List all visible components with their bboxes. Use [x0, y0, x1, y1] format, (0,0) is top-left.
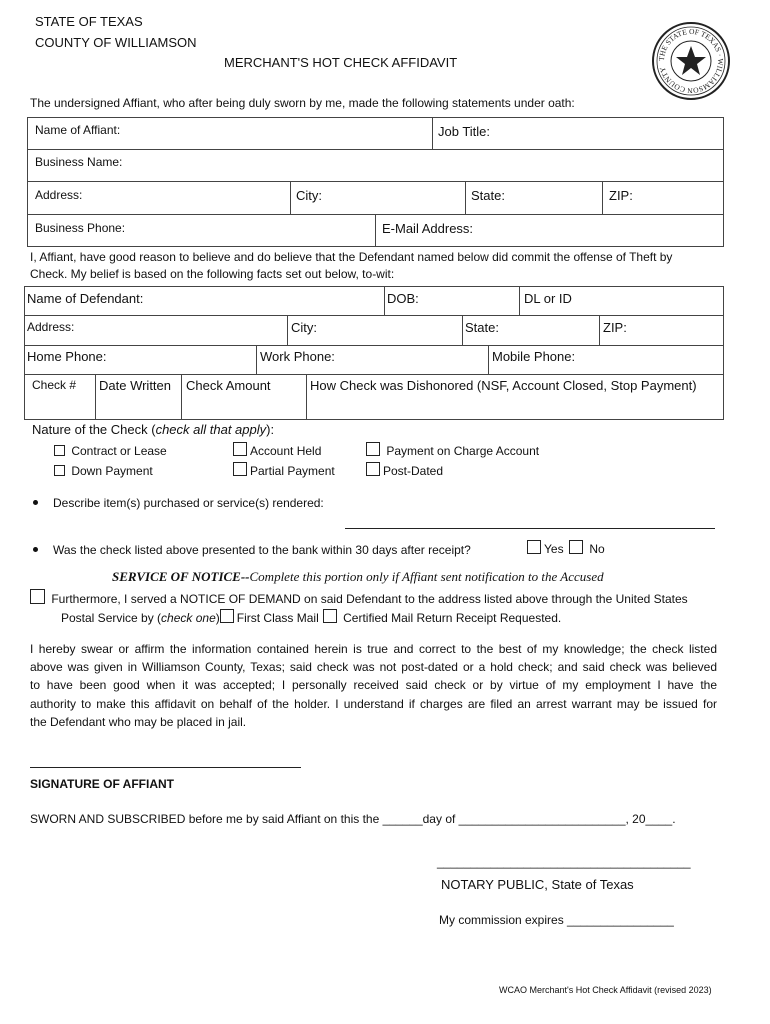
oath-line: the Defendant who may be placed in jail. [30, 714, 247, 729]
checkbox-icon[interactable] [366, 462, 380, 476]
certified-mail-option[interactable]: Certified Mail Return Receipt Requested. [343, 611, 562, 625]
no-option[interactable]: No [569, 540, 605, 556]
checkbox-icon[interactable] [527, 540, 541, 554]
oath-paragraph [30, 640, 717, 731]
describe-items-line[interactable] [345, 528, 715, 529]
dob-field[interactable]: DOB: [387, 291, 419, 306]
commission-expires: My commission expires ________________ [439, 913, 674, 927]
presented-question: Was the check listed above presented to the bank within 30 days after receipt? [53, 543, 471, 557]
checkbox-icon[interactable] [233, 462, 247, 476]
check-amount-field[interactable]: Check Amount [186, 378, 271, 393]
nature-of-check-label: Nature of the Check (check all that apply): [32, 422, 275, 437]
describe-items-label: Describe item(s) purchased or service(s) rendered: [53, 496, 324, 510]
name-of-affiant-field[interactable]: Name of Affiant: [35, 123, 121, 137]
email-address-field[interactable]: E-Mail Address: [382, 221, 474, 236]
option-down-payment[interactable]: Down Payment [54, 464, 153, 478]
checkbox-icon[interactable] [54, 445, 65, 456]
oath-line: I hereby swear or affirm the information contained herein is true and correct to the best of my knowledge; the check listed [30, 642, 717, 656]
defendant-city-field[interactable]: City: [291, 320, 317, 335]
affiant-address-field[interactable]: Address: [35, 188, 83, 202]
notary-public-label: NOTARY PUBLIC, State of Texas [441, 877, 634, 892]
affiant-state-field[interactable]: State: [471, 188, 505, 203]
defendant-state-field[interactable]: State: [465, 320, 499, 335]
county-seal-icon [651, 21, 731, 101]
defendant-address-field[interactable]: Address: [27, 320, 75, 334]
checkbox-icon[interactable] [323, 609, 337, 623]
how-dishonored-field[interactable]: How Check was Dishonored (NSF, Account Closed, Stop Payment) [310, 378, 697, 393]
yes-option[interactable]: Yes [527, 540, 564, 556]
county-heading: COUNTY OF WILLIAMSON [35, 35, 197, 50]
defendant-info-table [24, 286, 724, 420]
state-heading: STATE OF TEXAS [35, 14, 143, 29]
affiant-zip-field[interactable]: ZIP: [609, 188, 633, 203]
job-title-field[interactable]: Job Title: [438, 124, 491, 139]
sworn-subscribed-line: SWORN AND SUBSCRIBED before me by said Affiant on this the ______day of _________________________, 20____. [30, 812, 676, 826]
checkbox-icon[interactable] [220, 609, 234, 623]
option-payment-on-charge-account[interactable]: Payment on Charge Account [366, 442, 539, 458]
signature-of-affiant-label: SIGNATURE OF AFFIANT [30, 777, 174, 791]
business-name-field[interactable]: Business Name: [35, 155, 123, 169]
oath-line: to have been good when it was accepted; I personally received said check or by virtue of my employment I have the [30, 678, 717, 693]
belief-text-line1: I, Affiant, have good reason to believe and do believe that the Defendant named below did commit the offense of Theft by [30, 250, 673, 264]
checkbox-icon[interactable] [54, 465, 65, 476]
service-notice-line1[interactable]: Furthermore, I served a NOTICE OF DEMAND on said Defendant to the address listed above through the United States [30, 589, 688, 606]
mobile-phone-field[interactable]: Mobile Phone: [492, 349, 576, 364]
footer-revision: WCAO Merchant's Hot Check Affidavit (revised 2023) [499, 985, 712, 995]
service-of-notice-heading: SERVICE OF NOTICE--Complete this portion only if Affiant sent notification to the Accused [112, 569, 604, 584]
date-written-field[interactable]: Date Written [99, 378, 172, 393]
defendant-zip-field[interactable]: ZIP: [603, 320, 627, 335]
checkbox-icon[interactable] [233, 442, 247, 456]
checkbox-icon[interactable] [30, 589, 45, 604]
checkbox-icon[interactable] [366, 442, 380, 456]
name-of-defendant-field[interactable]: Name of Defendant: [27, 291, 144, 306]
option-account-held[interactable]: Account Held [233, 442, 321, 458]
signature-line[interactable] [30, 767, 301, 768]
option-partial-payment[interactable]: Partial Payment [233, 462, 335, 478]
seal-text: THE STATE OF TEXAS · WILLIAMSON COUNTY [656, 26, 726, 96]
oath-line: above was given in Williamson County, Texas; said check was not post-dated or a hold check; and said check was believed [30, 660, 717, 675]
document-title: MERCHANT'S HOT CHECK AFFIDAVIT [224, 55, 458, 70]
affiant-info-table [27, 117, 724, 247]
option-contract-or-lease[interactable]: Contract or Lease [54, 444, 167, 458]
belief-text-line2: Check. My belief is based on the following facts set out below, to-wit: [30, 267, 395, 281]
affiant-city-field[interactable]: City: [296, 188, 322, 203]
check-number-field[interactable]: Check # [32, 378, 77, 392]
checkbox-icon[interactable] [569, 540, 583, 554]
notary-signature-line[interactable]: ______________________________________ [437, 855, 691, 869]
oath-line: authority to make this affidavit on behalf of the holder. I understand if charges are filed an arrest warrant may be issued for [30, 696, 717, 711]
intro-text: The undersigned Affiant, who after being duly sworn by me, made the following statements under oath: [30, 96, 575, 110]
bullet-icon [33, 500, 38, 505]
first-class-mail-option[interactable]: First Class Mail [236, 611, 319, 625]
business-phone-field[interactable]: Business Phone: [35, 221, 126, 235]
dl-or-id-field[interactable]: DL or ID [524, 291, 572, 306]
bullet-icon [33, 547, 38, 552]
option-post-dated[interactable]: Post-Dated [366, 462, 443, 478]
home-phone-field[interactable]: Home Phone: [27, 349, 107, 364]
service-notice-line2: Postal Service by (check one) First Class Mail Certified Mail Return Receipt Requested. [61, 611, 562, 625]
work-phone-field[interactable]: Work Phone: [260, 349, 335, 364]
